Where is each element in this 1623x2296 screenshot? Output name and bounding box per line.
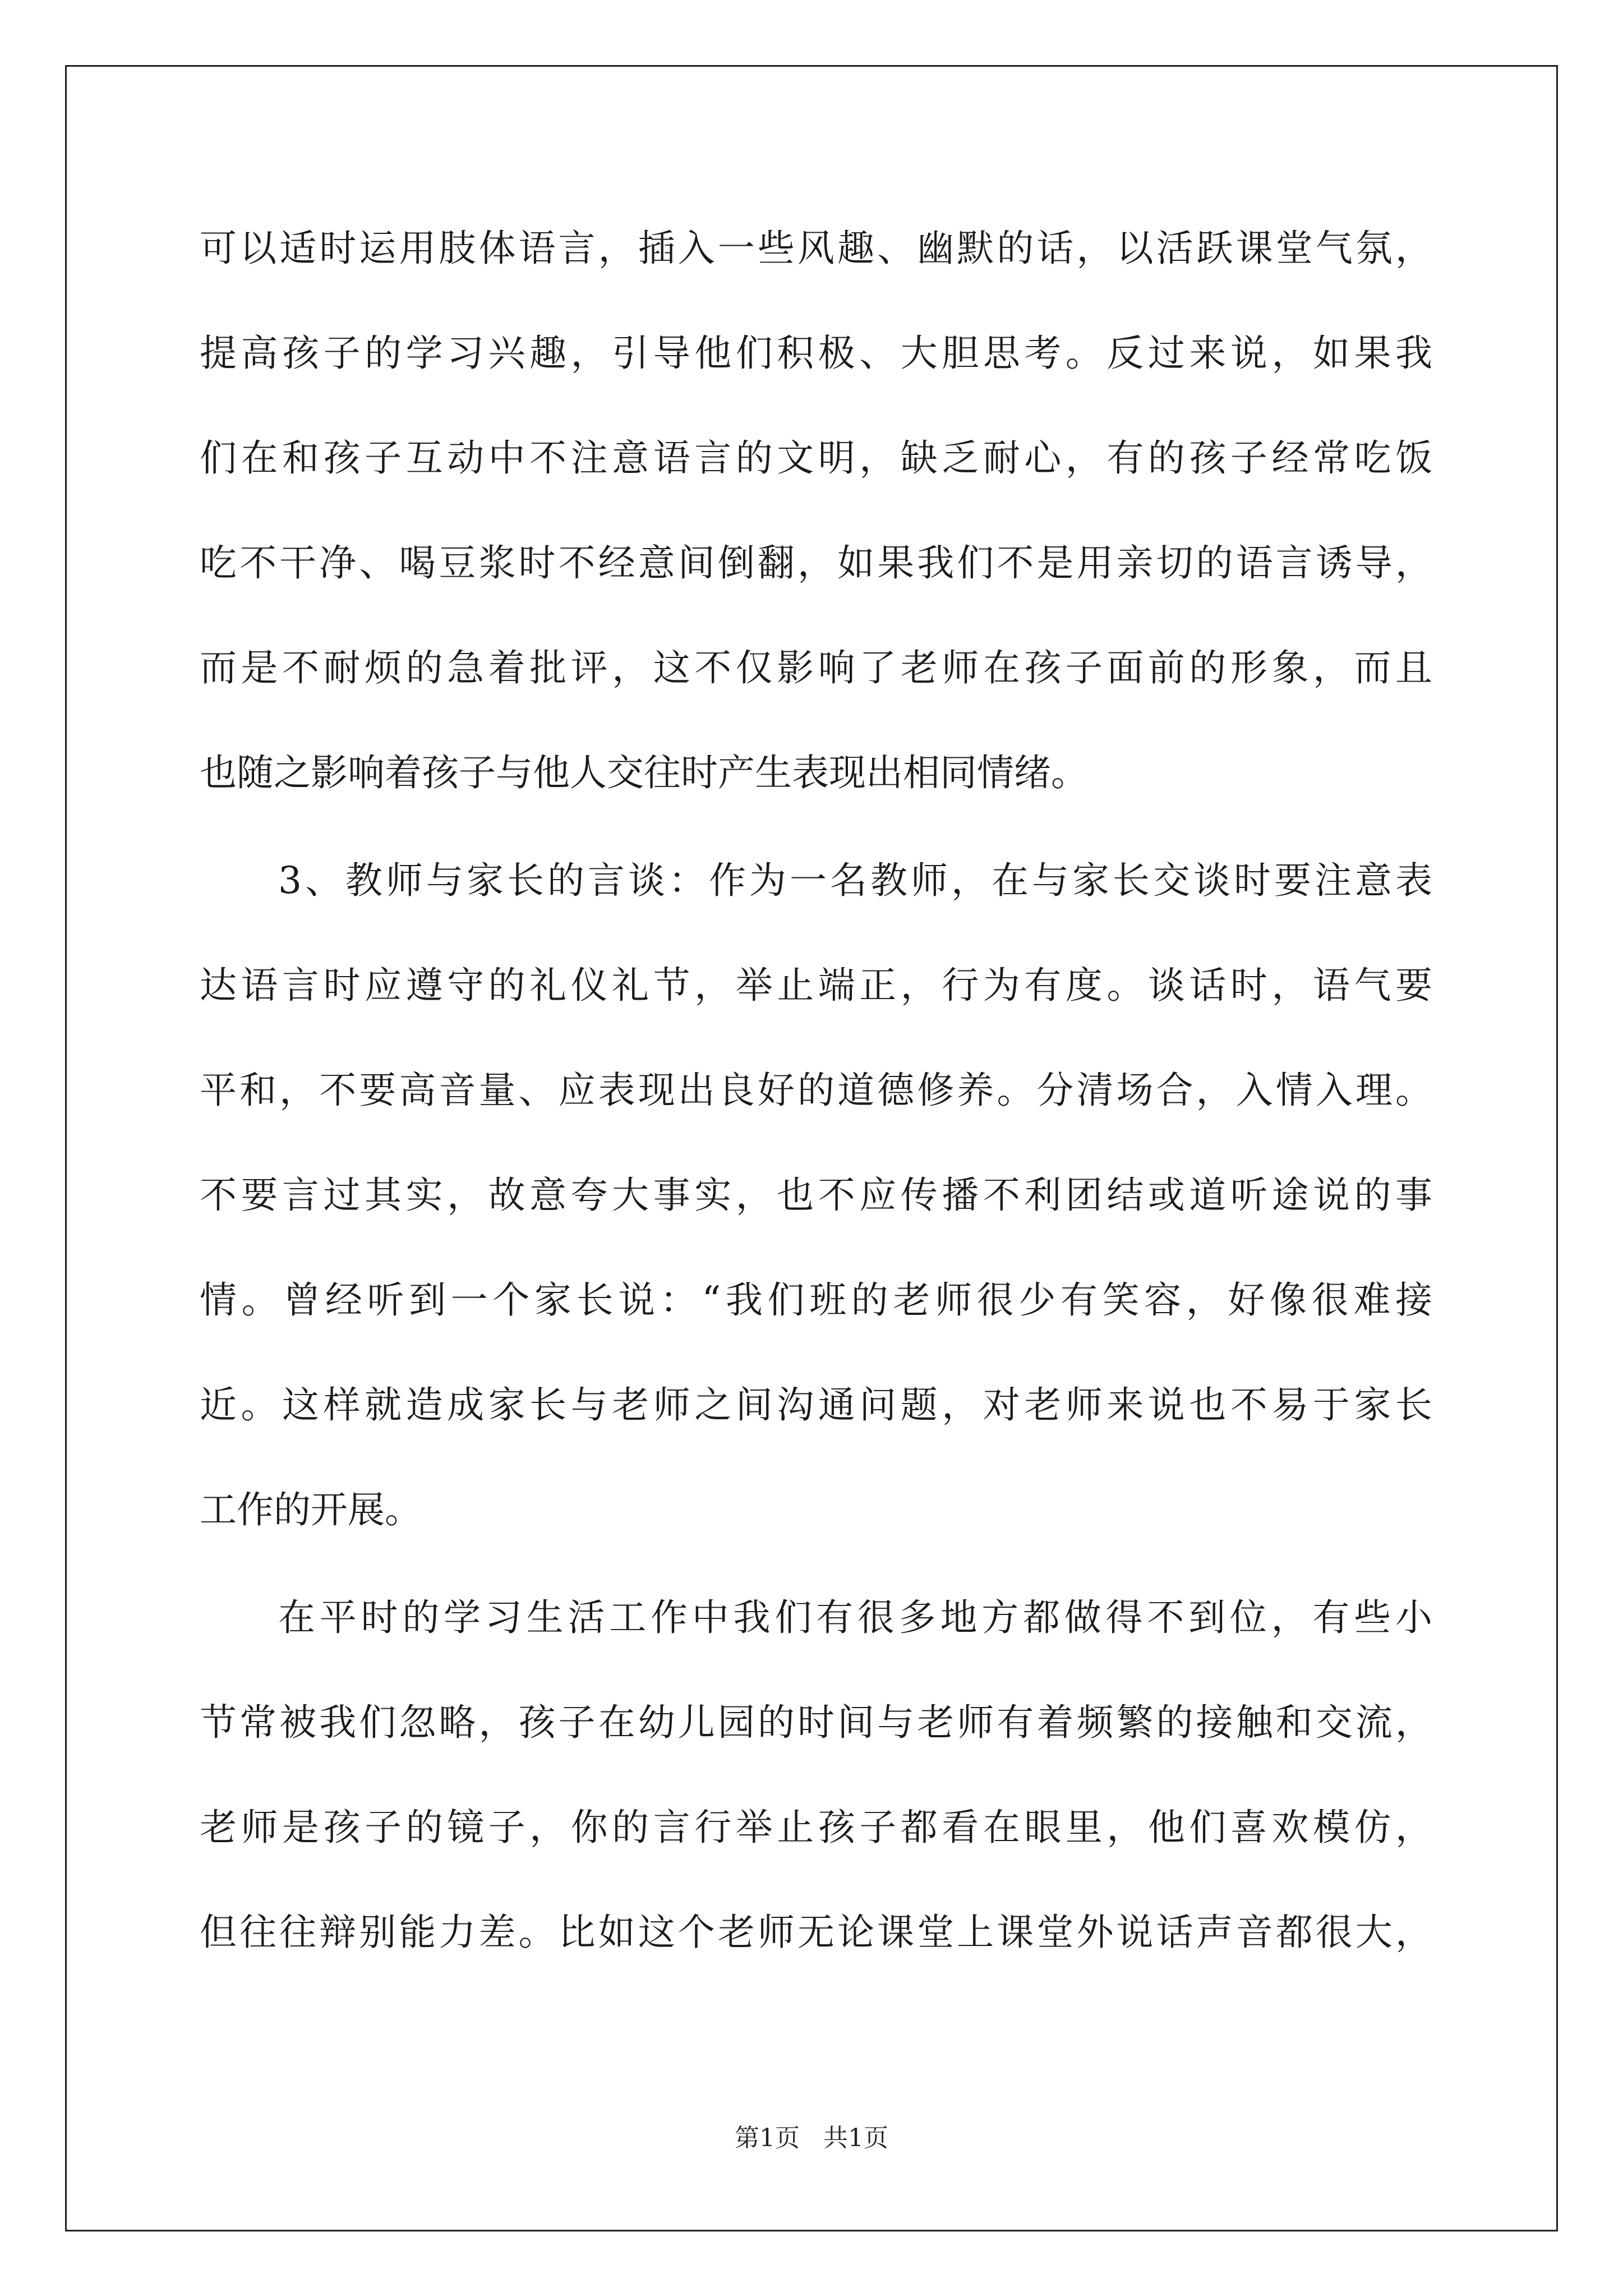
text-line: 们在和孩子互动中不注意语言的文明，缺乏耐心，有的孩子经常吃饭 xyxy=(200,436,1432,480)
text-line: 达语言时应遵守的礼仪礼节，举止端正，行为有度。谈话时，语气要 xyxy=(200,964,1432,1007)
text-line: 平和，不要高音量、应表现出良好的道德修养。分清场合，入情入理。 xyxy=(200,1069,1432,1112)
text-line: 可以适时运用肢体语言，插入一些风趣、幽默的话，以活跃课堂气氛， xyxy=(200,227,1432,270)
paragraph-start-line: 3、教师与家长的言谈：作为一名教师，在与家长交谈时要注意表 xyxy=(278,859,1432,902)
text-line: 近。这样就造成家长与老师之间沟通问题，对老师来说也不易于家长 xyxy=(200,1383,1432,1427)
page-total: 共1页 xyxy=(823,2124,888,2152)
text-line: 老师是孩子的镜子，你的言行举止孩子都看在眼里，他们喜欢模仿， xyxy=(200,1806,1432,1849)
text-line: 节常被我们忽略，孩子在幼儿园的时间与老师有着频繁的接触和交流， xyxy=(200,1701,1432,1744)
paragraph-start-line: 在平时的学习生活工作中我们有很多地方都做得不到位，有些小 xyxy=(278,1596,1432,1639)
page-number: 第1页 xyxy=(735,2124,800,2152)
text-line: 不要言过其实，故意夸大事实，也不应传播不利团结或道听途说的事 xyxy=(200,1174,1432,1217)
text-line: 但往往辩别能力差。比如这个老师无论课堂上课堂外说话声音都很大， xyxy=(200,1911,1432,1954)
text-line: 也随之影响着孩子与他人交往时产生表现出相同情绪。 xyxy=(200,751,1088,794)
page-border xyxy=(65,65,1558,2231)
page-footer xyxy=(0,2122,1623,2155)
text-line: 吃不干净、喝豆浆时不经意间倒翻，如果我们不是用亲切的语言诱导， xyxy=(200,541,1432,585)
text-line: 而是不耐烦的急着批评，这不仅影响了老师在孩子面前的形象，而且 xyxy=(200,646,1432,689)
text-line: 情。曾经听到一个家长说：“我们班的老师很少有笑容，好像很难接 xyxy=(200,1278,1432,1322)
text-line: 提高孩子的学习兴趣，引导他们积极、大胆思考。反过来说，如果我 xyxy=(200,332,1432,375)
text-line: 工作的开展。 xyxy=(200,1488,422,1531)
